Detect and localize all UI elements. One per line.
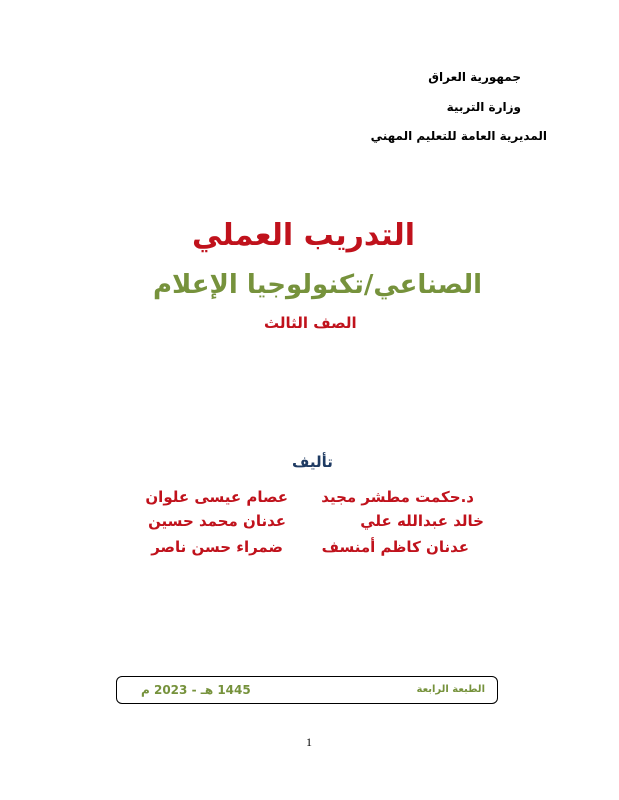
author-name: عدنان محمد حسين — [148, 512, 286, 530]
authors-label: تأليف — [292, 453, 333, 471]
author-name: خالد عبدالله علي — [360, 512, 484, 530]
edition-label: الطبعة الرابعة — [416, 684, 485, 695]
directorate-name: المديرية العامة للتعليم المهني — [370, 129, 547, 143]
grade-level: الصف الثالث — [264, 314, 357, 332]
author-name: عصام عيسى علوان — [145, 488, 288, 506]
ministry-name: وزارة التربية — [446, 100, 521, 114]
country-name: جمهورية العراق — [428, 70, 521, 84]
page-number: 1 — [306, 735, 312, 749]
book-title: التدريب العملي — [192, 218, 416, 253]
author-name: ضمراء حسن ناصر — [151, 538, 283, 556]
edition-box — [116, 676, 498, 704]
edition-date: 1445 هـ - 2023 م — [141, 683, 251, 697]
author-name: د.حكمت مطشر مجيد — [321, 488, 474, 506]
author-name: عدنان كاظم أمنسف — [321, 538, 469, 556]
book-subject: الصناعي/تكنولوجيا الإعلام — [153, 270, 483, 300]
